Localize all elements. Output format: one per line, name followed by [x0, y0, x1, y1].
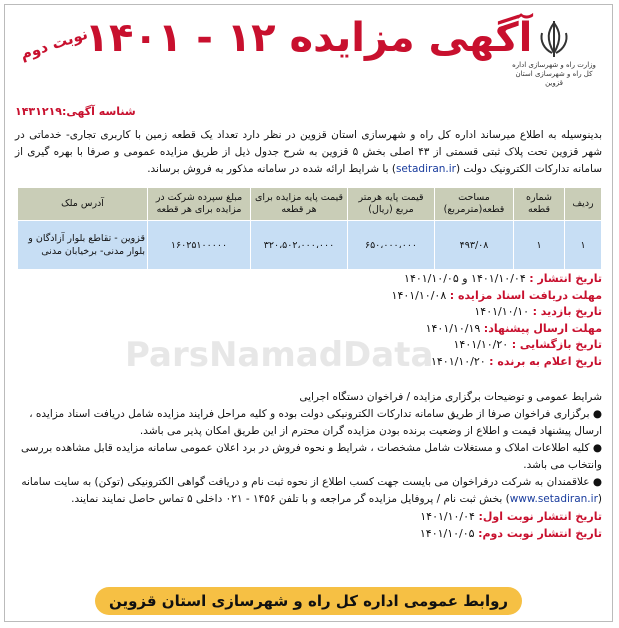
table-row	[18, 221, 602, 270]
lots-table	[17, 187, 602, 270]
date-label: تاریخ بازدید :	[532, 305, 602, 318]
date-label: تاریخ انتشار :	[529, 272, 602, 285]
publish-second	[15, 525, 602, 542]
col-header-row-no: ردیف	[565, 188, 602, 221]
bullet-icon: ●	[589, 476, 602, 488]
condition-text: ) بخش ثبت نام / پروفایل مزایده گر مراجعه و با تلفن ۱۴۵۶ - ۰۲۱ داخلی ۵ تماس حاصل نمایند نمایند.	[71, 493, 510, 505]
col-header-address: آدرس ملک	[18, 188, 148, 221]
date-value: ۱۴۰۱/۱۰/۱۰	[474, 305, 530, 318]
col-header-area: مساحت قطعه(مترمربع)	[435, 188, 514, 221]
publish-label: تاریخ انتشار نوبت دوم:	[478, 527, 602, 540]
publish-first	[15, 508, 602, 525]
watermark: ParsNamadData	[125, 335, 434, 375]
bullet-icon: ●	[589, 442, 602, 454]
intro-part2: ) با شرایط ارائه شده در سامانه مذکور به فروش برساند.	[147, 163, 396, 175]
publish-value: ۱۴۰۱/۱۰/۰۵	[419, 527, 475, 540]
intro-part1: بدینوسیله به اطلاع میرساند اداره کل راه و شهرسازی استان قزوین در نظر دارد تعداد یک قطعه زمین با کاربری تجاری- خدماتی در شهر قزوین تحت پلاک ثبتی قسمتی از ۴۳ اصلی بخش ۵ قزوین به شرح جدول ذیل از طریق مزایده عمومی و صرفا با بهره گیری از سامانه تدارکات الکترونیک دولت (	[15, 129, 602, 175]
col-header-deposit: مبلغ سپرده شرکت در مزایده برای هر قطعه	[148, 188, 251, 221]
date-value: ۱۴۰۱/۱۰/۰۸	[391, 288, 447, 302]
bullet-icon: ●	[589, 408, 602, 420]
condition-item	[15, 440, 602, 474]
publish-value: ۱۴۰۱/۱۰/۰۴	[420, 510, 475, 523]
col-header-unit-price: قیمت پایه هرمتر مربع (ریال)	[348, 188, 435, 221]
publish-label: تاریخ انتشار نوبت اول:	[478, 510, 602, 523]
cell-area: ۴۹۳/۰۸	[435, 221, 514, 270]
col-header-lot-no: شماره قطعه	[514, 188, 565, 221]
cell-row-no: ۱	[565, 221, 602, 270]
cell-address: قزوین - تقاطع بلوار آزادگان و بلوار مدنی- برخیابان مدنی	[18, 221, 148, 270]
condition-text: علاقمندان به شرکت درفراخوان می بایست جهت کسب اطلاع از نحوه ثبت نام و دریافت گواهی الکترونیکی (توکن) به سایت سامانه (	[21, 476, 602, 505]
advertisement-page	[4, 4, 613, 622]
date-visit	[272, 304, 602, 321]
date-value: ۱۴۰۱/۱۰/۲۰	[453, 338, 509, 351]
date-docs-deadline	[272, 288, 602, 305]
page-title	[5, 15, 612, 61]
col-header-base-price: قیمت پایه مزایده برای هر قطعه	[251, 188, 348, 221]
condition-item	[15, 474, 602, 508]
ad-number: شناسه آگهی:۱۴۳۱۲۱۹	[15, 105, 136, 118]
cell-lot-no: ۱	[514, 221, 565, 270]
footer-banner: روابط عمومی اداره کل راه و شهرسازی استان قزوین	[95, 587, 522, 615]
round-label: نوبت دوم	[17, 24, 90, 64]
date-value: ۱۴۰۱/۱۰/۱۹	[425, 321, 481, 335]
cell-unit-price: ۶۵۰،۰۰۰،۰۰۰	[348, 221, 435, 270]
condition-item	[15, 406, 602, 440]
intro-site-link[interactable]: setadiran.ir	[395, 163, 456, 175]
date-label: تاریخ اعلام به برنده :	[489, 354, 602, 368]
date-label: مهلت دریافت اسناد مزایده :	[449, 288, 602, 302]
conditions-heading: شرایط عمومی و توضیحات برگزاری مزایده / فراخوان دستگاه اجرایی	[299, 391, 602, 403]
org-caption: وزارت راه و شهرسازی اداره کل راه و شهرسازی استان قزوین	[512, 61, 596, 87]
date-value: ۱۴۰۱/۱۰/۲۰	[430, 354, 486, 368]
condition-text: برگزاری فراخوان صرفا از طریق سامانه تدارکات الکترونیکی دولت بوده و کلیه مراحل فرایند مزایده شامل دریافت اسناد مزایده ، ارسال پیشنهاد قیمت و اطلاع از وضعیت برنده بودن مزایده گران محترم از این طریق امکان پذیر می باشد.	[29, 408, 602, 437]
table-header-row	[18, 188, 602, 221]
date-publish	[272, 271, 602, 288]
setadiran-link[interactable]: www.setadiran.ir	[509, 493, 598, 505]
conditions-section	[15, 389, 602, 542]
cell-deposit: ۱۶۰۲۵۱۰۰۰۰۰	[148, 221, 251, 270]
date-label: تاریخ بازگشایی :	[511, 338, 602, 351]
intro-paragraph	[15, 127, 602, 178]
title-text: آگهی مزایده ۱۲ - ۱۴۰۱	[84, 15, 533, 61]
date-label: مهلت ارسال پیشنهاد:	[483, 321, 602, 335]
cell-base-price: ۳۲۰،۵۰۲،۰۰۰،۰۰۰	[251, 221, 348, 270]
condition-text: کلیه اطلاعات املاک و مستغلات شامل مشخصات ، شرایط و نحوه فروش در برد اعلان عمومی سامانه مزایده قابل مشاهده بررسی وانتخاب می باشد.	[20, 442, 602, 471]
date-value: ۱۴۰۱/۱۰/۰۴ و ۱۴۰۱/۱۰/۰۵	[404, 272, 526, 285]
